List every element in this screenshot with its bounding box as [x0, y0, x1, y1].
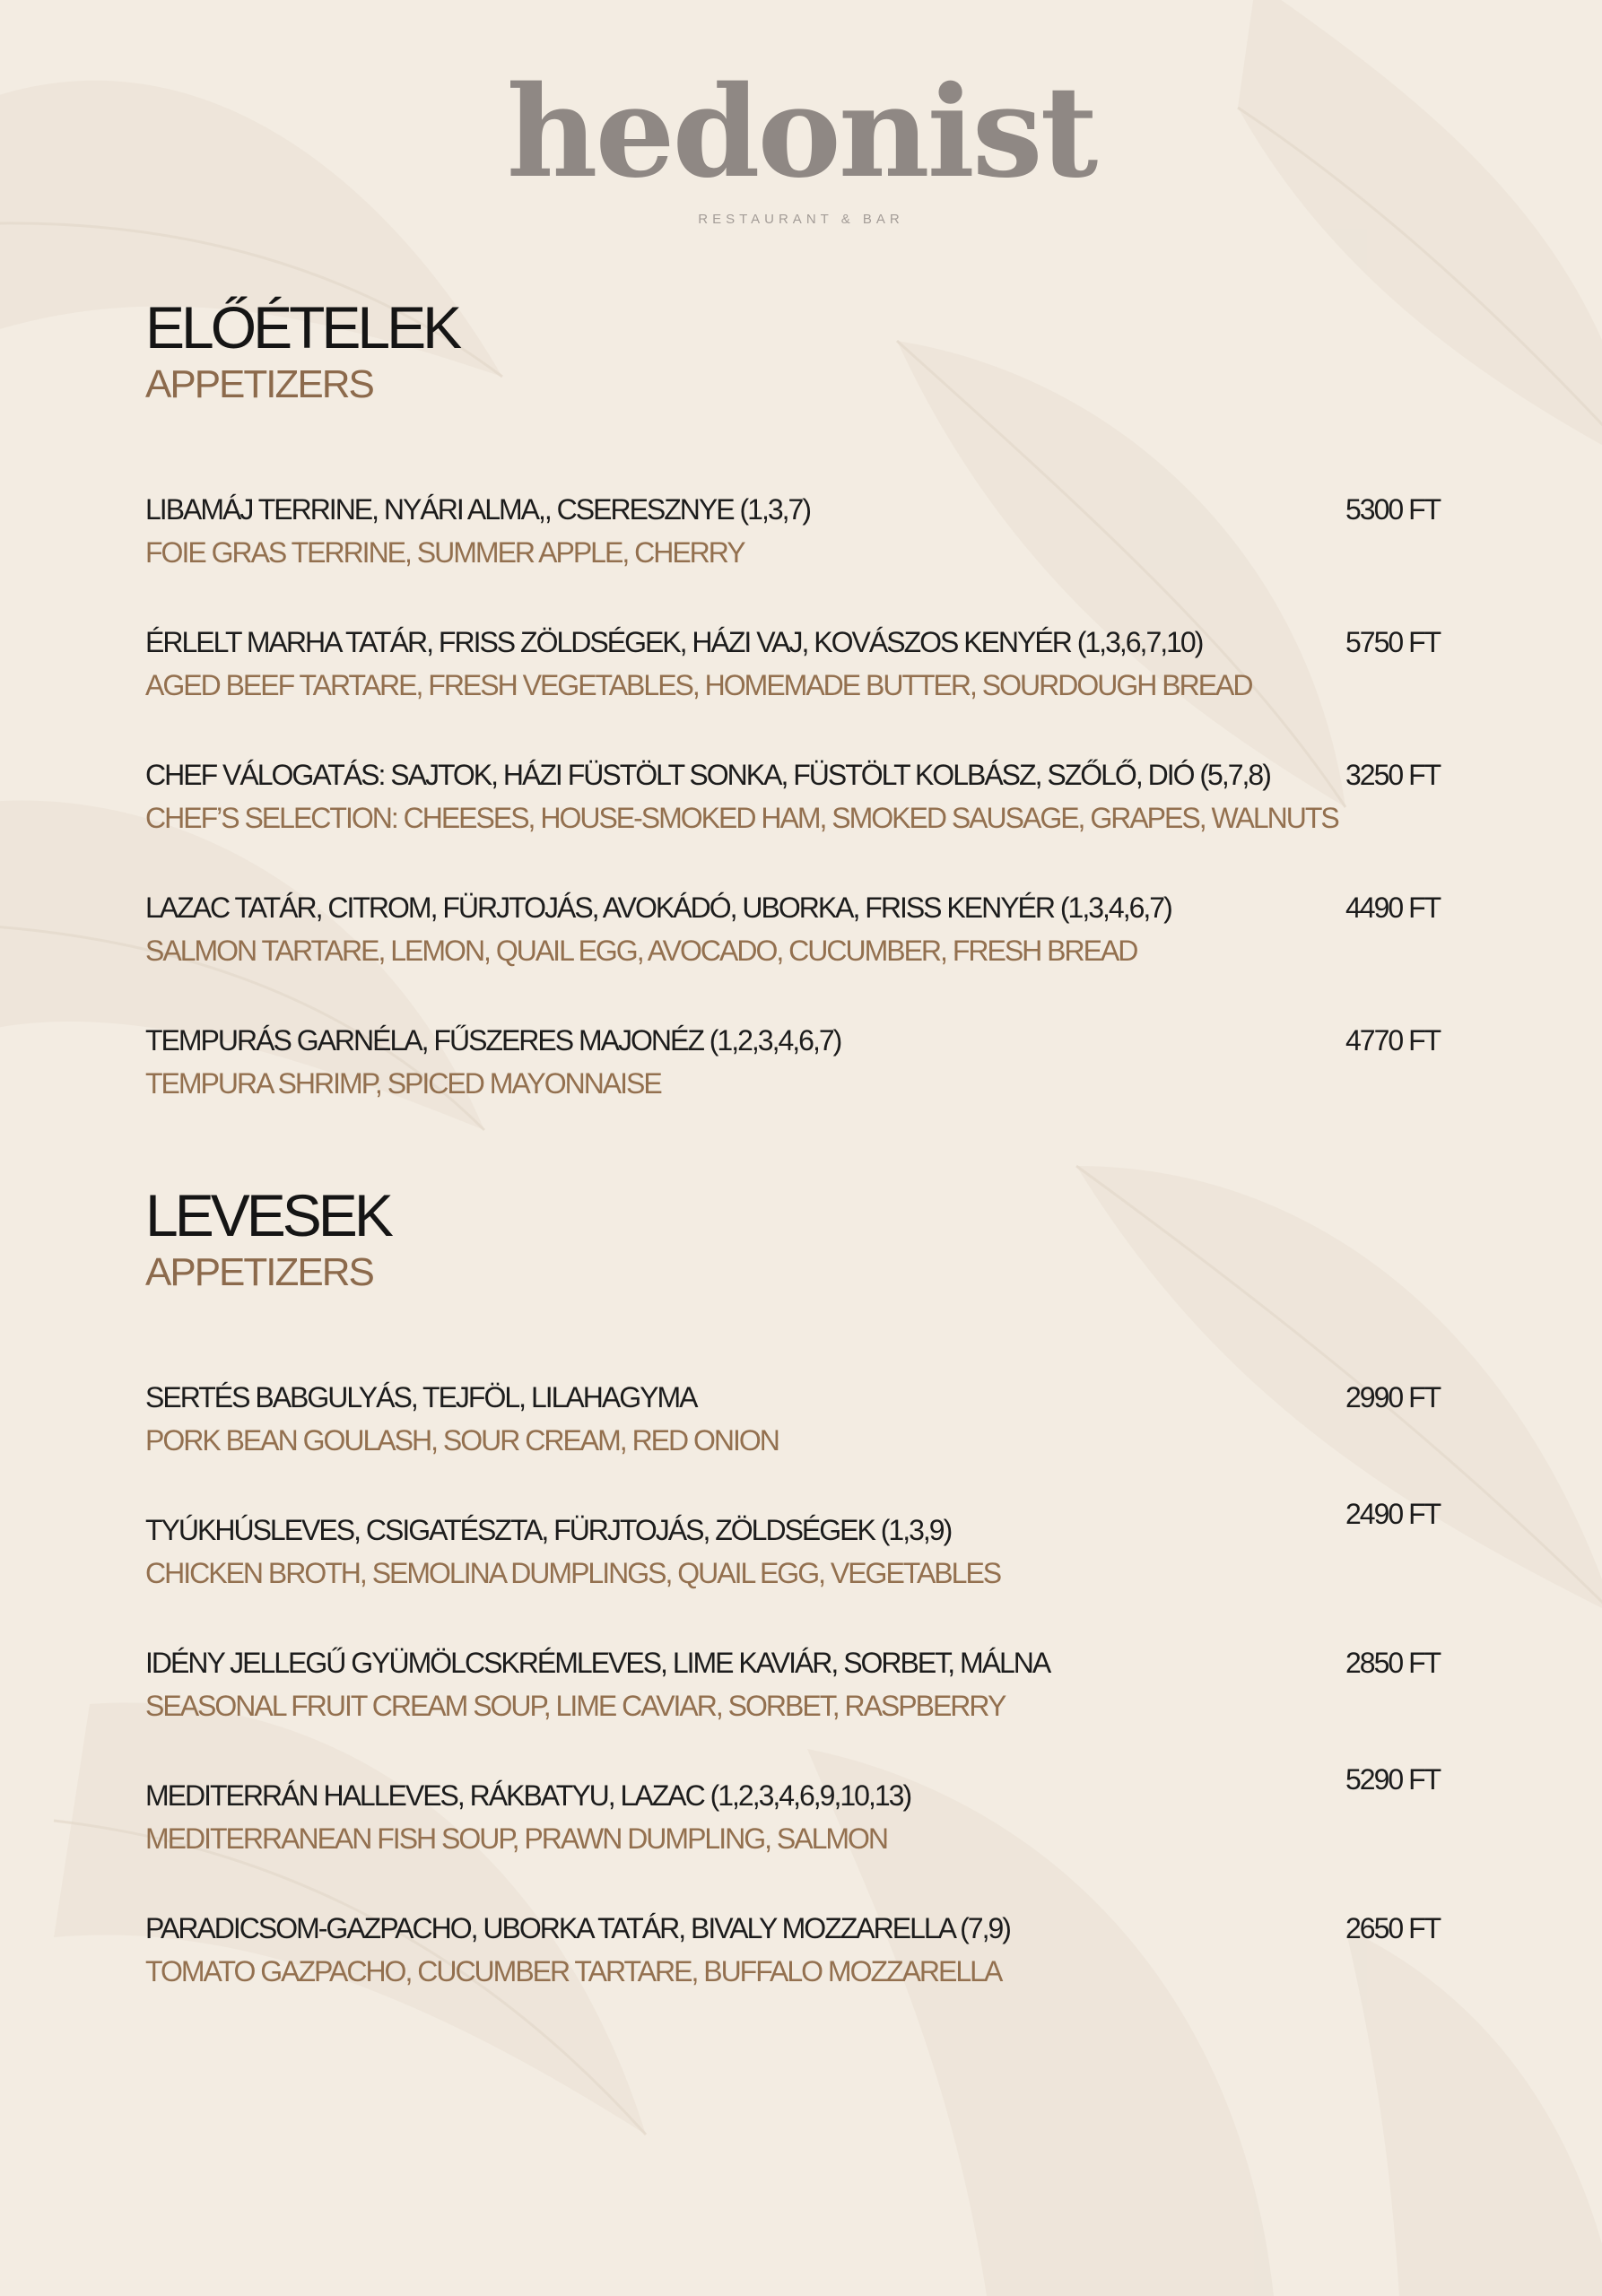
menu-item — [145, 1763, 1455, 1867]
menu-item — [145, 491, 1455, 581]
menu-item — [145, 1379, 1455, 1469]
item-price: 3250 FT — [1345, 759, 1441, 791]
section-subtitle: APPETIZERS — [145, 1250, 373, 1294]
item-name-en: AGED BEEF TARTARE, FRESH VEGETABLES, HOMEMADE BUTTER, SOURDOUGH BREAD — [145, 669, 1252, 701]
item-name-hu: PARADICSOM-GAZPACHO, UBORKA TATÁR, BIVALY MOZZARELLA (7,9) — [145, 1912, 1010, 1944]
item-name-en: MEDITERRANEAN FISH SOUP, PRAWN DUMPLING, SALMON — [145, 1822, 888, 1855]
item-price: 4490 FT — [1345, 891, 1441, 924]
section-title: LEVESEK — [145, 1182, 390, 1248]
item-price: 2850 FT — [1345, 1647, 1441, 1679]
item-name-en: CHEF’S SELECTION: CHEESES, HOUSE-SMOKED HAM, SMOKED SAUSAGE, GRAPES, WALNUTS — [145, 802, 1338, 834]
item-name-hu: MEDITERRÁN HALLEVES, RÁKBATYU, LAZAC (1,2,3,4,6,9,10,13) — [145, 1779, 911, 1812]
item-name-en: CHICKEN BROTH, SEMOLINA DUMPLINGS, QUAIL EGG, VEGETABLES — [145, 1557, 1001, 1589]
item-price: 4770 FT — [1345, 1024, 1441, 1057]
item-name-en: PORK BEAN GOULASH, SOUR CREAM, RED ONION — [145, 1424, 779, 1457]
menu-item — [145, 890, 1455, 979]
section-subtitle: APPETIZERS — [145, 362, 373, 406]
section-appetizers — [145, 296, 1455, 407]
menu-item — [145, 1022, 1455, 1112]
item-name-hu: SERTÉS BABGULYÁS, TEJFÖL, LILAHAGYMA — [145, 1381, 697, 1413]
item-price: 5750 FT — [1345, 626, 1441, 658]
section-title: ELŐÉTELEK — [145, 294, 459, 361]
section-soups — [145, 1184, 1455, 1295]
item-price: 2990 FT — [1345, 1381, 1441, 1413]
restaurant-logo: hedonist — [506, 59, 1096, 206]
item-price: 5300 FT — [1345, 493, 1441, 526]
item-price: 2490 FT — [1345, 1498, 1441, 1530]
item-name-en: SALMON TARTARE, LEMON, QUAIL EGG, AVOCADO, CUCUMBER, FRESH BREAD — [145, 935, 1137, 967]
restaurant-tagline: RESTAURANT & BAR — [698, 212, 904, 227]
item-name-hu: TYÚKHÚSLEVES, CSIGATÉSZTA, FÜRJTOJÁS, ZÖLDSÉGEK (1,3,9) — [145, 1514, 952, 1546]
item-name-en: TOMATO GAZPACHO, CUCUMBER TARTARE, BUFFALO MOZZARELLA — [145, 1955, 1002, 1987]
item-price: 5290 FT — [1345, 1763, 1441, 1796]
item-name-hu: CHEF VÁLOGATÁS: SAJTOK, HÁZI FÜSTÖLT SONKA, FÜSTÖLT KOLBÁSZ, SZŐLŐ, DIÓ (5,7,8) — [145, 759, 1270, 791]
menu-item — [145, 757, 1455, 847]
menu-item — [145, 1498, 1455, 1602]
item-name-hu: IDÉNY JELLEGŰ GYÜMÖLCSKRÉMLEVES, LIME KAVIÁR, SORBET, MÁLNA — [145, 1647, 1050, 1679]
menu-item — [145, 1910, 1455, 2000]
item-name-hu: LAZAC TATÁR, CITROM, FÜRJTOJÁS, AVOKÁDÓ, UBORKA, FRISS KENYÉR (1,3,4,6,7) — [145, 891, 1171, 924]
item-name-hu: ÉRLELT MARHA TATÁR, FRISS ZÖLDSÉGEK, HÁZI VAJ, KOVÁSZOS KENYÉR (1,3,6,7,10) — [145, 626, 1203, 658]
logo-block — [0, 59, 1602, 227]
menu-item — [145, 624, 1455, 714]
item-price: 2650 FT — [1345, 1912, 1441, 1944]
item-name-en: TEMPURA SHRIMP, SPICED MAYONNAISE — [145, 1067, 661, 1100]
item-name-en: SEASONAL FRUIT CREAM SOUP, LIME CAVIAR, SORBET, RASPBERRY — [145, 1690, 1006, 1722]
item-name-hu: LIBAMÁJ TERRINE, NYÁRI ALMA,, CSERESZNYE (1,3,7) — [145, 493, 810, 526]
menu-item — [145, 1645, 1455, 1735]
item-name-hu: TEMPURÁS GARNÉLA, FŰSZERES MAJONÉZ (1,2,3,4,6,7) — [145, 1024, 841, 1057]
item-name-en: FOIE GRAS TERRINE, SUMMER APPLE, CHERRY — [145, 536, 744, 569]
